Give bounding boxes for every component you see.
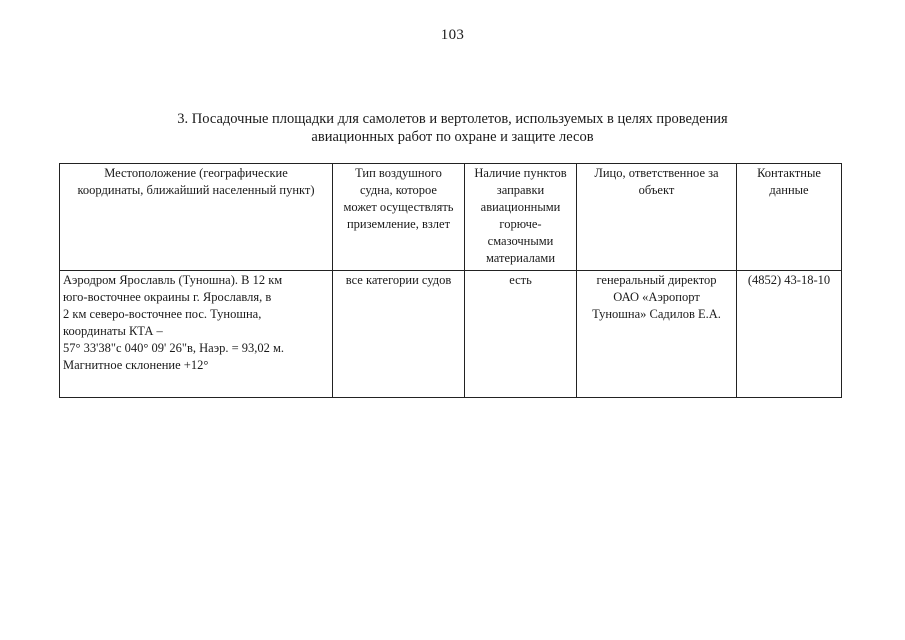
responsible-line: генеральный директор [596, 273, 717, 287]
header-line: Наличие пунктов [474, 166, 567, 180]
header-responsible [577, 164, 737, 271]
location-line: юго-восточнее окраины г. Ярославля, в [63, 290, 272, 304]
cell-aircraft-type [333, 271, 465, 398]
location-line: 2 км северо-восточнее пос. Туношна, [63, 307, 262, 321]
header-line: координаты, ближайший населенный пункт) [77, 183, 315, 197]
page-number: 103 [440, 27, 465, 43]
fuel-value: есть [509, 273, 532, 287]
table-header-row [60, 164, 842, 271]
header-line: объект [638, 183, 675, 197]
cell-responsible [577, 271, 737, 398]
header-line: горюче- [499, 217, 542, 231]
header-line: данные [769, 183, 809, 197]
header-contact [737, 164, 842, 271]
header-line: Местоположение (географические [104, 166, 288, 180]
header-line: Тип воздушного [355, 166, 442, 180]
header-line: судна, которое [360, 183, 437, 197]
aircraft-type-value: все категории судов [345, 273, 452, 287]
responsible-line: ОАО «Аэропорт [613, 290, 700, 304]
header-line: авиационными [480, 200, 561, 214]
header-aircraft-type [333, 164, 465, 271]
header-line: Контактные [757, 166, 821, 180]
header-location [60, 164, 333, 271]
section-title-line-1: 3. Посадочные площадки для самолетов и вертолетов, используемых в целях проведения [177, 111, 728, 127]
cell-fuel [465, 271, 577, 398]
location-line: Магнитное склонение +12° [63, 358, 209, 372]
header-fuel [465, 164, 577, 271]
section-title-line-2: авиационных работ по охране и защите лесов [311, 129, 594, 145]
header-line: Лицо, ответственное за [594, 166, 719, 180]
header-line: материалами [485, 251, 556, 265]
header-line: смазочными [487, 234, 554, 248]
responsible-line: Туношна» Садилов Е.А. [592, 307, 721, 321]
section-title [100, 110, 805, 146]
header-line: может осуществлять [343, 200, 454, 214]
header-line: приземление, взлет [346, 217, 451, 231]
header-line: заправки [496, 183, 545, 197]
location-line: координаты КТА – [63, 324, 163, 338]
location-line: Аэродром Ярославль (Туношна). В 12 км [63, 273, 283, 287]
location-line: 57° 33'38"с 040° 09' 26"в, Наэр. = 93,02 м. [63, 341, 285, 355]
cell-contact [737, 271, 842, 398]
table-row [60, 271, 842, 398]
cell-location [60, 271, 333, 398]
contact-value: (4852) 43-18-10 [747, 273, 831, 287]
landing-sites-table [59, 163, 842, 398]
